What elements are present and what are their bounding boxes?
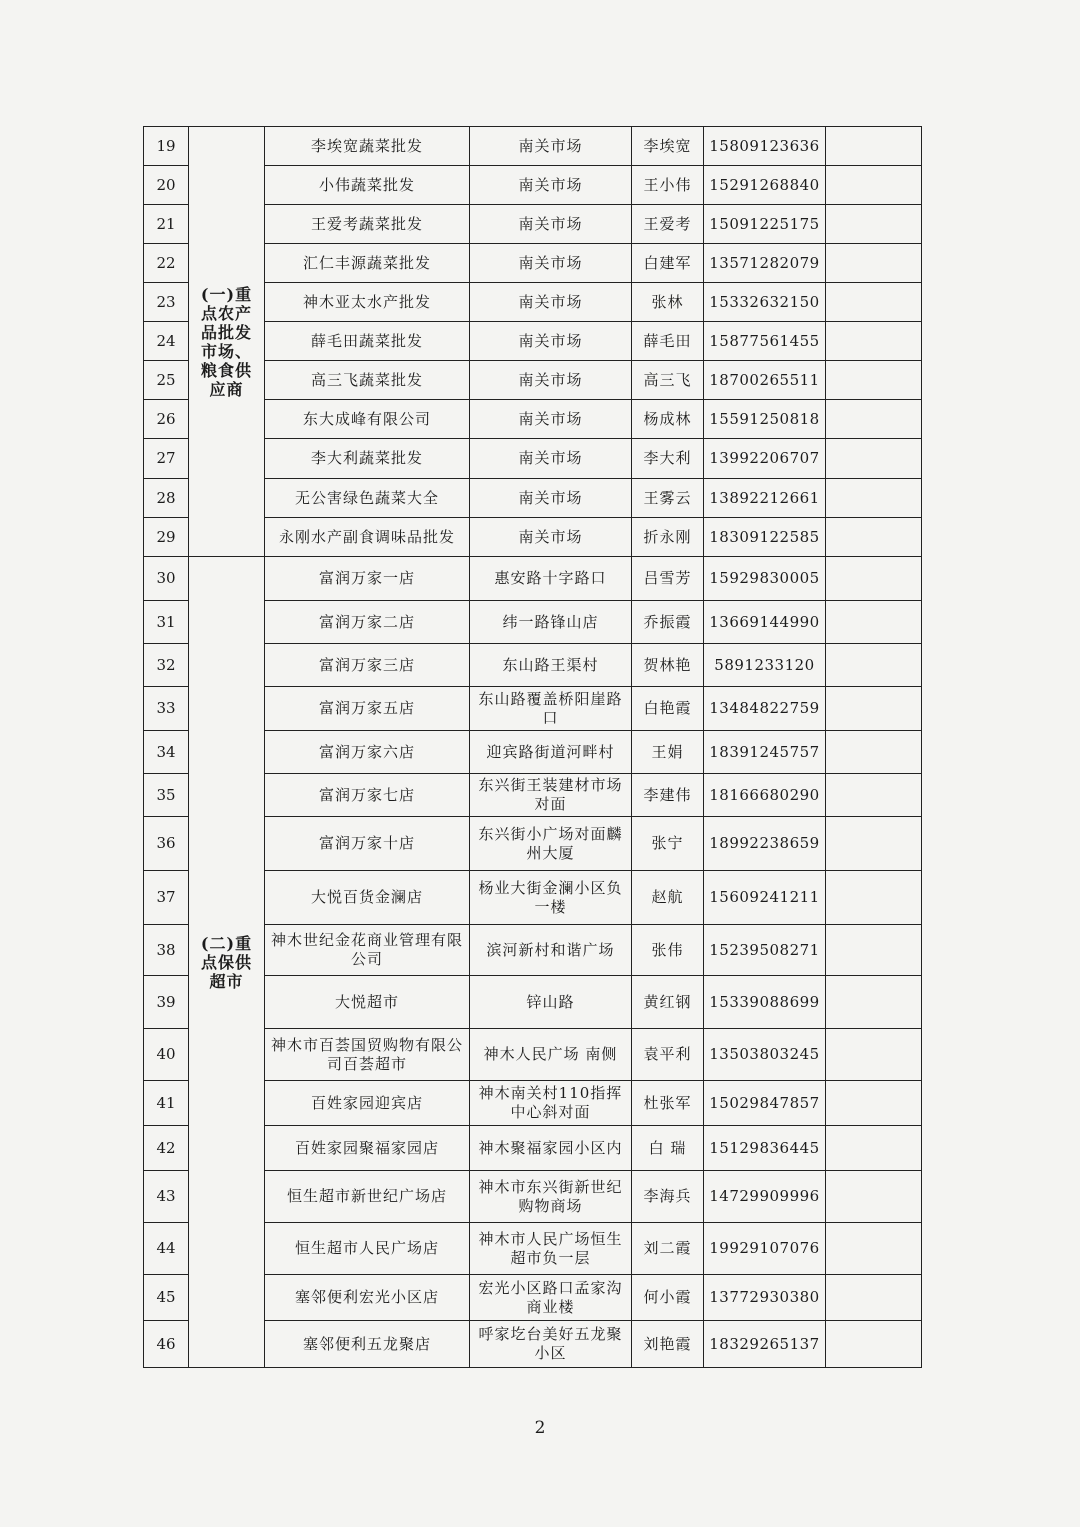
supplier-name-cell: 百姓家园聚福家园店 bbox=[265, 1126, 470, 1171]
contact-phone-cell: 15809123636 bbox=[704, 127, 826, 166]
row-number-cell: 27 bbox=[144, 439, 189, 479]
row-number-cell: 42 bbox=[144, 1126, 189, 1171]
remarks-cell bbox=[826, 1126, 922, 1171]
contact-person-cell: 张伟 bbox=[632, 925, 704, 976]
row-number-cell: 21 bbox=[144, 205, 189, 244]
supplier-name-cell: 恒生超市新世纪广场店 bbox=[265, 1171, 470, 1223]
contact-person-cell: 张宁 bbox=[632, 817, 704, 871]
contact-person-cell: 张林 bbox=[632, 283, 704, 322]
supplier-address-cell: 神木市人民广场恒生超市负一层 bbox=[470, 1223, 632, 1275]
contact-phone-cell: 15129836445 bbox=[704, 1126, 826, 1171]
contact-phone-cell: 15339088699 bbox=[704, 976, 826, 1029]
supplier-name-cell: 薛毛田蔬菜批发 bbox=[265, 322, 470, 361]
contact-person-cell: 李大利 bbox=[632, 439, 704, 479]
contact-person-cell: 李埃宽 bbox=[632, 127, 704, 166]
supplier-name-cell: 李埃宽蔬菜批发 bbox=[265, 127, 470, 166]
contact-phone-cell: 15291268840 bbox=[704, 166, 826, 205]
contact-person-cell: 贺林艳 bbox=[632, 644, 704, 687]
remarks-cell bbox=[826, 976, 922, 1029]
remarks-cell bbox=[826, 687, 922, 731]
page-number: 2 bbox=[534, 1418, 546, 1438]
contact-person-cell: 刘艳霞 bbox=[632, 1321, 704, 1368]
contact-person-cell: 薛毛田 bbox=[632, 322, 704, 361]
remarks-cell bbox=[826, 925, 922, 976]
supplier-address-cell: 东山路覆盖桥阳崖路口 bbox=[470, 687, 632, 731]
category-cell: (一)重点农产品批发市场、粮食供应商 bbox=[189, 127, 265, 557]
supplier-name-cell: 塞邻便利五龙聚店 bbox=[265, 1321, 470, 1368]
row-number-cell: 22 bbox=[144, 244, 189, 283]
row-number-cell: 45 bbox=[144, 1275, 189, 1321]
supplier-name-cell: 富润万家二店 bbox=[265, 601, 470, 644]
supplier-name-cell: 永刚水产副食调味品批发 bbox=[265, 518, 470, 557]
remarks-cell bbox=[826, 774, 922, 817]
row-number-cell: 31 bbox=[144, 601, 189, 644]
contact-person-cell: 李建伟 bbox=[632, 774, 704, 817]
row-number-cell: 23 bbox=[144, 283, 189, 322]
row-number-cell: 33 bbox=[144, 687, 189, 731]
remarks-cell bbox=[826, 1223, 922, 1275]
contact-person-cell: 何小霞 bbox=[632, 1275, 704, 1321]
remarks-cell bbox=[826, 1029, 922, 1081]
supplier-address-cell: 东兴街王装建材市场对面 bbox=[470, 774, 632, 817]
supplier-address-cell: 神木聚福家园小区内 bbox=[470, 1126, 632, 1171]
row-number-cell: 29 bbox=[144, 518, 189, 557]
contact-phone-cell: 13669144990 bbox=[704, 601, 826, 644]
contact-phone-cell: 18309122585 bbox=[704, 518, 826, 557]
supplier-address-cell: 东山路王渠村 bbox=[470, 644, 632, 687]
remarks-cell bbox=[826, 1321, 922, 1368]
supplier-address-cell: 南关市场 bbox=[470, 439, 632, 479]
contact-phone-cell: 13503803245 bbox=[704, 1029, 826, 1081]
supplier-name-cell: 大悦超市 bbox=[265, 976, 470, 1029]
supplier-address-cell: 滨河新村和谐广场 bbox=[470, 925, 632, 976]
row-number-cell: 34 bbox=[144, 731, 189, 774]
contact-phone-cell: 15091225175 bbox=[704, 205, 826, 244]
contact-person-cell: 袁平利 bbox=[632, 1029, 704, 1081]
row-number-cell: 38 bbox=[144, 925, 189, 976]
contact-phone-cell: 18391245757 bbox=[704, 731, 826, 774]
remarks-cell bbox=[826, 439, 922, 479]
row-number-cell: 43 bbox=[144, 1171, 189, 1223]
supplier-address-cell: 南关市场 bbox=[470, 361, 632, 400]
contact-person-cell: 杨成林 bbox=[632, 400, 704, 439]
contact-phone-cell: 5891233120 bbox=[704, 644, 826, 687]
contact-person-cell: 杜张军 bbox=[632, 1081, 704, 1126]
remarks-cell bbox=[826, 205, 922, 244]
row-number-cell: 35 bbox=[144, 774, 189, 817]
contact-person-cell: 赵航 bbox=[632, 871, 704, 925]
contact-person-cell: 王小伟 bbox=[632, 166, 704, 205]
supplier-address-cell: 神木市东兴街新世纪购物商场 bbox=[470, 1171, 632, 1223]
supplier-name-cell: 神木市百荟国贸购物有限公司百荟超市 bbox=[265, 1029, 470, 1081]
table-row bbox=[144, 557, 922, 601]
contact-person-cell: 吕雪芳 bbox=[632, 557, 704, 601]
row-number-cell: 25 bbox=[144, 361, 189, 400]
remarks-cell bbox=[826, 1171, 922, 1223]
supplier-name-cell: 小伟蔬菜批发 bbox=[265, 166, 470, 205]
row-number-cell: 32 bbox=[144, 644, 189, 687]
supplier-name-cell: 塞邻便利宏光小区店 bbox=[265, 1275, 470, 1321]
supplier-address-cell: 南关市场 bbox=[470, 479, 632, 518]
supplier-address-cell: 南关市场 bbox=[470, 400, 632, 439]
row-number-cell: 28 bbox=[144, 479, 189, 518]
contact-person-cell: 王爱考 bbox=[632, 205, 704, 244]
supplier-address-cell: 南关市场 bbox=[470, 518, 632, 557]
row-number-cell: 44 bbox=[144, 1223, 189, 1275]
remarks-cell bbox=[826, 127, 922, 166]
contact-phone-cell: 15591250818 bbox=[704, 400, 826, 439]
remarks-cell bbox=[826, 361, 922, 400]
supplier-address-cell: 呼家圪台美好五龙聚小区 bbox=[470, 1321, 632, 1368]
remarks-cell bbox=[826, 400, 922, 439]
contact-phone-cell: 13571282079 bbox=[704, 244, 826, 283]
contact-person-cell: 白建军 bbox=[632, 244, 704, 283]
supplier-address-cell: 南关市场 bbox=[470, 283, 632, 322]
contact-phone-cell: 15877561455 bbox=[704, 322, 826, 361]
contact-person-cell: 王娟 bbox=[632, 731, 704, 774]
contact-person-cell: 高三飞 bbox=[632, 361, 704, 400]
supplier-name-cell: 富润万家十店 bbox=[265, 817, 470, 871]
contact-person-cell: 折永刚 bbox=[632, 518, 704, 557]
row-number-cell: 40 bbox=[144, 1029, 189, 1081]
remarks-cell bbox=[826, 557, 922, 601]
supplier-address-cell: 南关市场 bbox=[470, 166, 632, 205]
supplier-address-cell: 神木人民广场 南侧 bbox=[470, 1029, 632, 1081]
row-number-cell: 41 bbox=[144, 1081, 189, 1126]
supplier-address-cell: 神木南关村110指挥中心斜对面 bbox=[470, 1081, 632, 1126]
contact-person-cell: 白艳霞 bbox=[632, 687, 704, 731]
table-row bbox=[144, 127, 922, 166]
supplier-address-cell: 纬一路锋山店 bbox=[470, 601, 632, 644]
contact-phone-cell: 15029847857 bbox=[704, 1081, 826, 1126]
remarks-cell bbox=[826, 1081, 922, 1126]
remarks-cell bbox=[826, 244, 922, 283]
remarks-cell bbox=[826, 518, 922, 557]
supplier-address-cell: 锌山路 bbox=[470, 976, 632, 1029]
contact-phone-cell: 13772930380 bbox=[704, 1275, 826, 1321]
supplier-address-cell: 杨业大街金澜小区负一楼 bbox=[470, 871, 632, 925]
remarks-cell bbox=[826, 817, 922, 871]
contact-phone-cell: 18992238659 bbox=[704, 817, 826, 871]
contact-person-cell: 黄红钢 bbox=[632, 976, 704, 1029]
contact-person-cell: 李海兵 bbox=[632, 1171, 704, 1223]
contact-phone-cell: 18166680290 bbox=[704, 774, 826, 817]
supplier-name-cell: 王爱考蔬菜批发 bbox=[265, 205, 470, 244]
supplier-name-cell: 神木世纪金花商业管理有限公司 bbox=[265, 925, 470, 976]
supplier-address-cell: 惠安路十字路口 bbox=[470, 557, 632, 601]
supplier-name-cell: 大悦百货金澜店 bbox=[265, 871, 470, 925]
supplier-address-cell: 东兴街小广场对面麟州大厦 bbox=[470, 817, 632, 871]
supplier-name-cell: 无公害绿色蔬菜大全 bbox=[265, 479, 470, 518]
supplier-name-cell: 东大成峰有限公司 bbox=[265, 400, 470, 439]
contact-phone-cell: 15929830005 bbox=[704, 557, 826, 601]
contact-phone-cell: 15609241211 bbox=[704, 871, 826, 925]
row-number-cell: 26 bbox=[144, 400, 189, 439]
row-number-cell: 20 bbox=[144, 166, 189, 205]
contact-phone-cell: 13484822759 bbox=[704, 687, 826, 731]
row-number-cell: 39 bbox=[144, 976, 189, 1029]
row-number-cell: 19 bbox=[144, 127, 189, 166]
contact-phone-cell: 13992206707 bbox=[704, 439, 826, 479]
contact-person-cell: 白 瑞 bbox=[632, 1126, 704, 1171]
row-number-cell: 37 bbox=[144, 871, 189, 925]
supplier-name-cell: 李大利蔬菜批发 bbox=[265, 439, 470, 479]
supplier-table-body bbox=[144, 127, 922, 1368]
row-number-cell: 30 bbox=[144, 557, 189, 601]
supplier-address-cell: 南关市场 bbox=[470, 244, 632, 283]
supplier-name-cell: 富润万家三店 bbox=[265, 644, 470, 687]
supplier-name-cell: 汇仁丰源蔬菜批发 bbox=[265, 244, 470, 283]
row-number-cell: 24 bbox=[144, 322, 189, 361]
remarks-cell bbox=[826, 731, 922, 774]
supplier-name-cell: 富润万家七店 bbox=[265, 774, 470, 817]
contact-phone-cell: 15239508271 bbox=[704, 925, 826, 976]
supplier-address-cell: 迎宾路街道河畔村 bbox=[470, 731, 632, 774]
supplier-name-cell: 富润万家一店 bbox=[265, 557, 470, 601]
contact-person-cell: 刘二霞 bbox=[632, 1223, 704, 1275]
row-number-cell: 36 bbox=[144, 817, 189, 871]
supplier-name-cell: 恒生超市人民广场店 bbox=[265, 1223, 470, 1275]
remarks-cell bbox=[826, 322, 922, 361]
remarks-cell bbox=[826, 871, 922, 925]
supplier-name-cell: 百姓家园迎宾店 bbox=[265, 1081, 470, 1126]
supplier-table bbox=[143, 126, 922, 1368]
remarks-cell bbox=[826, 283, 922, 322]
remarks-cell bbox=[826, 479, 922, 518]
supplier-address-cell: 南关市场 bbox=[470, 322, 632, 361]
remarks-cell bbox=[826, 644, 922, 687]
supplier-name-cell: 富润万家五店 bbox=[265, 687, 470, 731]
supplier-name-cell: 神木亚太水产批发 bbox=[265, 283, 470, 322]
contact-phone-cell: 13892212661 bbox=[704, 479, 826, 518]
supplier-name-cell: 富润万家六店 bbox=[265, 731, 470, 774]
contact-phone-cell: 14729909996 bbox=[704, 1171, 826, 1223]
contact-phone-cell: 18700265511 bbox=[704, 361, 826, 400]
row-number-cell: 46 bbox=[144, 1321, 189, 1368]
contact-phone-cell: 18329265137 bbox=[704, 1321, 826, 1368]
category-cell: (二)重点保供超市 bbox=[189, 557, 265, 1368]
remarks-cell bbox=[826, 601, 922, 644]
contact-person-cell: 乔振霞 bbox=[632, 601, 704, 644]
supplier-address-cell: 南关市场 bbox=[470, 127, 632, 166]
remarks-cell bbox=[826, 166, 922, 205]
supplier-address-cell: 南关市场 bbox=[470, 205, 632, 244]
contact-phone-cell: 15332632150 bbox=[704, 283, 826, 322]
supplier-address-cell: 宏光小区路口孟家沟商业楼 bbox=[470, 1275, 632, 1321]
supplier-name-cell: 高三飞蔬菜批发 bbox=[265, 361, 470, 400]
remarks-cell bbox=[826, 1275, 922, 1321]
contact-phone-cell: 19929107076 bbox=[704, 1223, 826, 1275]
contact-person-cell: 王雾云 bbox=[632, 479, 704, 518]
